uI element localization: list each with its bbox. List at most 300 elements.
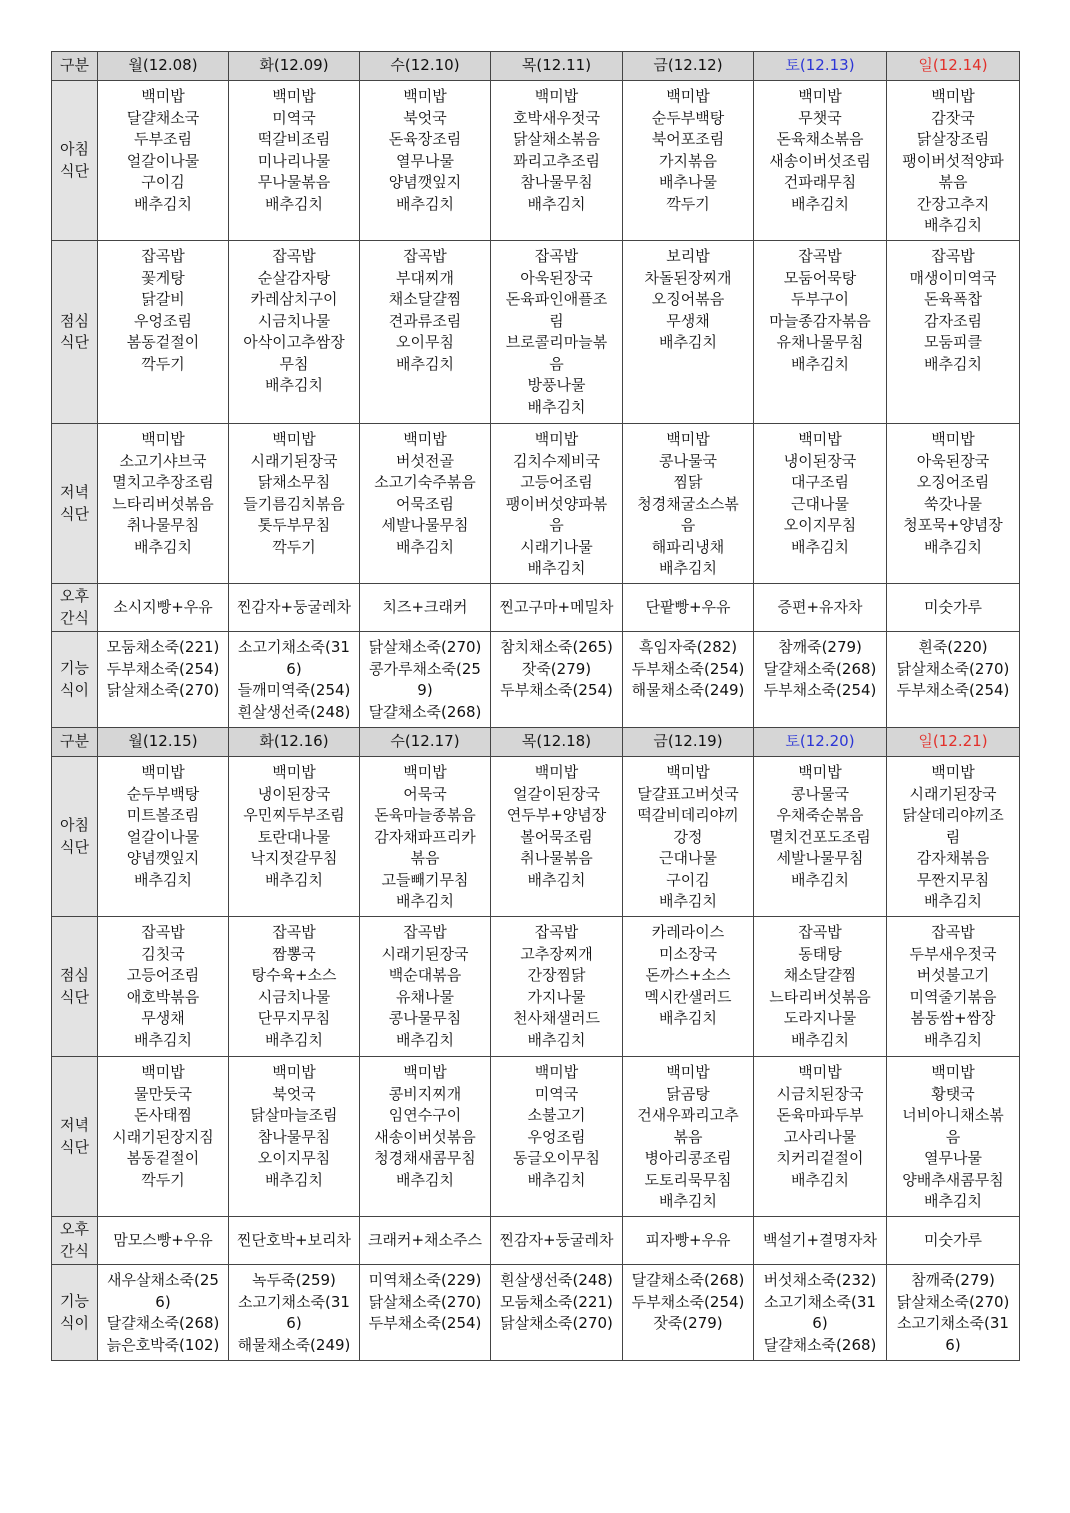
menu-item: 참나물무침 xyxy=(257,1127,331,1146)
menu-item: 치즈+크래커 xyxy=(382,597,468,616)
menu-item: 청경채새콤무침 xyxy=(374,1149,476,1167)
menu-item: 들깨미역죽(254) xyxy=(237,681,351,699)
menu-cell xyxy=(229,584,360,632)
menu-item: 북어포조림 xyxy=(651,130,725,148)
menu-item: 고들빼기무침 xyxy=(381,870,469,889)
menu-item: 백미밥 xyxy=(666,763,710,781)
menu-cell xyxy=(229,1057,360,1217)
menu-item: 해물채소죽(249) xyxy=(237,1335,351,1354)
row-label xyxy=(52,917,98,1057)
row-label-line: 저녁 xyxy=(60,1116,89,1134)
menu-item: 잣죽(279) xyxy=(521,659,592,678)
menu-item: 백미밥 xyxy=(666,1063,710,1081)
menu-item: 취나물무침 xyxy=(126,516,200,534)
menu-item: 백미밥 xyxy=(666,430,710,448)
menu-item: 돈까스+소스 xyxy=(645,966,731,984)
row-label xyxy=(52,424,98,584)
menu-item: 6) xyxy=(945,1335,961,1354)
menu-item: 두부채소죽(254) xyxy=(631,1292,745,1311)
menu-item: 배추김치 xyxy=(659,559,717,577)
menu-cell xyxy=(229,424,360,584)
menu-cell xyxy=(491,1057,623,1217)
menu-item: 느타리버섯볶음 xyxy=(769,987,871,1006)
menu-cell xyxy=(887,917,1020,1057)
meal-row xyxy=(52,81,1020,241)
row-label-line: 식단 xyxy=(60,837,89,856)
menu-item: 열무나물 xyxy=(924,1149,982,1167)
menu-item: 닭살채소죽(270) xyxy=(368,1292,482,1311)
menu-item: 달걀채소죽(268) xyxy=(763,1335,877,1354)
menu-item: 백미밥 xyxy=(931,1063,975,1081)
menu-item: 두부채소죽(254) xyxy=(631,659,745,678)
menu-item: 미역채소죽(229) xyxy=(368,1271,482,1289)
menu-cell xyxy=(98,632,229,728)
menu-item: 방풍나물 xyxy=(527,376,586,394)
menu-item: 백미밥 xyxy=(798,763,842,781)
row-label-line: 오후 xyxy=(60,587,89,605)
menu-item: 닭살채소죽(270) xyxy=(896,1292,1010,1311)
menu-item: 배추김치 xyxy=(265,376,323,394)
menu-item: 시금치된장국 xyxy=(776,1084,864,1103)
menu-item: 소고기숙주볶음 xyxy=(374,473,476,491)
row-label xyxy=(52,632,98,728)
menu-item: 시래기된장국 xyxy=(250,451,338,470)
day-header: 화(12.09) xyxy=(229,52,360,81)
menu-item: 소시지빵+우유 xyxy=(113,597,213,616)
menu-item: 두부채소죽(254) xyxy=(896,681,1010,699)
row-label xyxy=(52,584,98,632)
menu-item: 시금치나물 xyxy=(257,311,331,330)
menu-cell xyxy=(360,757,491,917)
menu-item: 참깨죽(279) xyxy=(778,638,862,656)
menu-item: 냉이된장국 xyxy=(783,451,857,470)
menu-item: 양념깻잎지 xyxy=(126,849,200,867)
menu-item: 떡갈비데리야끼 xyxy=(637,806,739,824)
menu-cell xyxy=(754,757,887,917)
menu-item: 매생이미역국 xyxy=(909,268,997,287)
menu-item: 가지나물 xyxy=(527,987,586,1006)
menu-item: 멕시칸샐러드 xyxy=(644,987,732,1006)
menu-item: 콩가루채소죽(25 xyxy=(369,659,481,678)
menu-item: 모둠채소죽(221) xyxy=(106,638,220,656)
menu-item: 음 xyxy=(945,1127,961,1146)
day-header: 월(12.15) xyxy=(98,728,229,757)
menu-item: 우민찌두부조림 xyxy=(243,806,345,824)
menu-item: 잡곡밥 xyxy=(798,247,842,265)
menu-item: 고추장찌개 xyxy=(520,944,593,963)
menu-item: 백미밥 xyxy=(403,763,447,781)
menu-cell xyxy=(754,1217,887,1265)
menu-item: 배추김치 xyxy=(265,194,323,213)
menu-cell xyxy=(887,632,1020,728)
menu-item: 배추김치 xyxy=(527,194,586,213)
menu-item: 닭살채소볶음 xyxy=(513,130,600,148)
row-label xyxy=(52,241,98,424)
day-header: 금(12.19) xyxy=(623,728,754,757)
menu-cell xyxy=(98,424,229,584)
row-label xyxy=(52,757,98,917)
menu-item: 건새우꽈리고추 xyxy=(637,1106,739,1124)
day-header: 월(12.08) xyxy=(98,52,229,81)
menu-item: 백미밥 xyxy=(798,1063,842,1081)
menu-item: 소불고기 xyxy=(527,1106,586,1124)
menu-item: 잡곡밥 xyxy=(272,247,316,265)
menu-item: 봄동겉절이 xyxy=(126,333,200,351)
row-label-line: 점심 xyxy=(60,311,89,330)
menu-item: 콩나물국 xyxy=(791,784,849,803)
menu-item: 새우살채소죽(25 xyxy=(107,1271,219,1289)
menu-item: 배추김치 xyxy=(791,354,849,373)
menu-cell xyxy=(360,917,491,1057)
menu-cell xyxy=(491,241,623,424)
menu-cell xyxy=(229,241,360,424)
menu-item: 애호박볶음 xyxy=(126,987,200,1006)
menu-cell xyxy=(98,81,229,241)
menu-cell xyxy=(229,917,360,1057)
menu-item: 콩비지찌개 xyxy=(388,1084,462,1103)
menu-item: 꽃게탕 xyxy=(141,268,185,287)
menu-cell xyxy=(360,1217,491,1265)
menu-item: 오이지무침 xyxy=(783,516,857,534)
menu-item: 호박새우젓국 xyxy=(513,108,600,127)
menu-item: 잡곡밥 xyxy=(141,247,185,265)
menu-item: 배추김치 xyxy=(791,870,849,889)
menu-item: 건파래무침 xyxy=(783,173,857,191)
menu-item: 미숫가루 xyxy=(924,597,982,616)
menu-item: 깍두기 xyxy=(141,1170,185,1189)
menu-item: 두부채소죽(254) xyxy=(763,681,877,699)
row-label-line: 식단 xyxy=(60,161,89,180)
menu-item: 소고기채소죽(31 xyxy=(897,1314,1009,1332)
menu-cell xyxy=(623,1057,754,1217)
menu-item: 배추김치 xyxy=(396,194,454,213)
menu-item: 견과류조림 xyxy=(388,311,462,330)
menu-item: 시래기된장지짐 xyxy=(112,1127,214,1146)
menu-cell xyxy=(98,1265,229,1361)
menu-item: 백미밥 xyxy=(534,1063,579,1081)
menu-item: 맘모스빵+우유 xyxy=(113,1230,213,1249)
snack-row xyxy=(52,584,1020,632)
menu-item: 치커리겉절이 xyxy=(776,1149,864,1167)
menu-item: 백미밥 xyxy=(272,87,316,105)
menu-item: 백미밥 xyxy=(798,87,842,105)
menu-item: 돈사태찜 xyxy=(134,1106,192,1124)
menu-item: 흰살생선죽(248) xyxy=(237,702,351,721)
menu-item: 흰죽(220) xyxy=(918,638,988,656)
menu-item: 오이지무침 xyxy=(257,1149,331,1167)
menu-item: 백미밥 xyxy=(666,87,710,105)
menu-item: 닭채소무침 xyxy=(257,473,331,491)
menu-item: 늙은호박죽(102) xyxy=(106,1335,220,1354)
menu-item: 닭살채소죽(270) xyxy=(368,638,482,656)
row-label-line: 식단 xyxy=(60,1137,89,1156)
menu-item: 백미밥 xyxy=(403,430,447,448)
menu-item: 잡곡밥 xyxy=(403,247,447,265)
menu-item: 유채나물 xyxy=(396,987,454,1006)
menu-item: 오이무침 xyxy=(396,333,454,351)
meal-row xyxy=(52,1265,1020,1361)
menu-item: 팽이버섯양파볶 xyxy=(505,494,608,513)
menu-item: 닭갈비 xyxy=(141,290,185,308)
menu-item: 림 xyxy=(549,311,564,330)
menu-item: 백미밥 xyxy=(931,87,975,105)
menu-item: 깍두기 xyxy=(272,537,316,556)
menu-item: 닭살데리야끼조 xyxy=(902,806,1004,824)
menu-item: 배추김치 xyxy=(791,1030,849,1049)
menu-item: 취나물볶음 xyxy=(520,849,593,867)
menu-item: 보리밥 xyxy=(666,247,710,265)
menu-item: 백설기+결명자차 xyxy=(763,1230,877,1249)
menu-cell xyxy=(623,917,754,1057)
menu-item: 흑임자죽(282) xyxy=(638,638,738,656)
menu-item: 마늘종감자볶음 xyxy=(769,311,871,330)
menu-cell xyxy=(754,1057,887,1217)
day-header: 일(12.21) xyxy=(887,728,1020,757)
menu-item: 세발나물무침 xyxy=(381,516,469,534)
menu-item: 백미밥 xyxy=(931,430,975,448)
row-label-line: 식이 xyxy=(60,680,89,699)
corner-label: 구분 xyxy=(52,52,98,81)
menu-item: 배추나물 xyxy=(659,173,717,191)
menu-cell xyxy=(623,1265,754,1361)
menu-item: 미역국 xyxy=(272,108,316,127)
menu-item: 근대나물 xyxy=(791,494,849,513)
menu-item: 돈육마파두부 xyxy=(776,1106,864,1124)
menu-item: 닭살채소죽(270) xyxy=(896,659,1010,678)
menu-item: 배추김치 xyxy=(791,194,849,213)
menu-item: 순두부백탕 xyxy=(126,784,200,803)
menu-item: 연두부+양념장 xyxy=(506,806,607,824)
row-label-line: 아침 xyxy=(60,816,89,834)
menu-item: 해물채소죽(249) xyxy=(631,681,745,699)
row-label-line: 기능 xyxy=(60,659,89,677)
menu-item: 꽈리고추조림 xyxy=(513,151,600,170)
row-label-line: 아침 xyxy=(60,140,89,158)
menu-cell xyxy=(98,757,229,917)
menu-cell xyxy=(491,757,623,917)
menu-item: 들기름김치볶음 xyxy=(243,494,345,513)
menu-item: 콩나물무침 xyxy=(388,1009,462,1027)
menu-item: 달걀채소죽(268) xyxy=(106,1314,220,1332)
menu-item: 시래기된장국 xyxy=(381,944,469,963)
menu-item: 백미밥 xyxy=(141,763,185,781)
menu-item: 백미밥 xyxy=(931,763,975,781)
menu-item: 볶음 xyxy=(410,849,440,867)
menu-cell xyxy=(754,632,887,728)
menu-item: 참치채소죽(265) xyxy=(500,638,613,656)
menu-item: 어묵국 xyxy=(403,784,447,803)
menu-cell xyxy=(491,1217,623,1265)
menu-cell xyxy=(887,1217,1020,1265)
menu-item: 얼갈이나물 xyxy=(126,151,200,170)
menu-item: 해파리냉채 xyxy=(651,537,725,556)
row-label-line: 간식 xyxy=(60,1241,89,1260)
corner-label: 구분 xyxy=(52,728,98,757)
menu-item: 닭살채소죽(270) xyxy=(500,1314,613,1332)
menu-item: 카레라이스 xyxy=(651,923,725,941)
menu-item: 미역국 xyxy=(534,1084,579,1103)
menu-item: 소고기채소죽(31 xyxy=(238,638,350,656)
menu-item: 팽이버섯적양파 xyxy=(902,151,1004,170)
menu-item: 얼갈이나물 xyxy=(126,827,200,846)
menu-item: 순두부백탕 xyxy=(651,108,725,127)
day-header: 목(12.18) xyxy=(491,728,623,757)
menu-item: 6) xyxy=(812,1314,828,1332)
menu-item: 음 xyxy=(549,354,564,373)
menu-item: 근대나물 xyxy=(659,849,717,867)
menu-cell xyxy=(887,584,1020,632)
menu-item: 구이김 xyxy=(666,870,710,889)
row-label-line: 기능 xyxy=(60,1292,89,1310)
menu-item: 백미밥 xyxy=(272,763,316,781)
menu-item: 흰살생선죽(248) xyxy=(500,1271,613,1289)
menu-item: 콩나물국 xyxy=(659,451,717,470)
menu-item: 동태탕 xyxy=(798,944,842,963)
menu-item: 아욱된장국 xyxy=(520,268,593,287)
row-label-line: 점심 xyxy=(60,966,89,984)
menu-item: 배추김치 xyxy=(527,870,586,889)
menu-item: 고사리나물 xyxy=(783,1127,857,1146)
menu-item: 무생채 xyxy=(141,1009,185,1027)
menu-cell xyxy=(887,1265,1020,1361)
menu-item: 배추김치 xyxy=(659,892,717,910)
menu-item: 배추김치 xyxy=(134,1030,192,1049)
menu-cell xyxy=(887,424,1020,584)
menu-item: 감자채볶음 xyxy=(916,849,990,867)
menu-item: 배추김치 xyxy=(396,354,454,373)
menu-cell xyxy=(360,584,491,632)
menu-item: 돈육폭찹 xyxy=(924,290,982,308)
menu-item: 시래기나물 xyxy=(520,537,593,556)
menu-item: 부대찌개 xyxy=(396,268,454,287)
menu-item: 소고기채소죽(31 xyxy=(238,1292,350,1311)
menu-item: 돈육파인애플조 xyxy=(505,290,608,308)
menu-item: 피자빵+우유 xyxy=(645,1230,731,1249)
meal-row xyxy=(52,241,1020,424)
menu-item: 백미밥 xyxy=(272,1063,316,1081)
menu-item: 짬뽕국 xyxy=(272,944,316,963)
row-label xyxy=(52,1217,98,1265)
menu-item: 음 xyxy=(680,516,696,534)
menu-item: 구이김 xyxy=(141,173,185,191)
menu-item: 배추김치 xyxy=(659,1009,717,1027)
menu-item: 찜닭 xyxy=(673,473,703,491)
menu-item: 양념깻잎지 xyxy=(388,173,462,191)
menu-item: 음 xyxy=(549,516,564,534)
menu-item: 북엇국 xyxy=(403,108,447,127)
day-header: 토(12.20) xyxy=(754,728,887,757)
menu-cell xyxy=(98,241,229,424)
menu-item: 톳두부무침 xyxy=(257,516,331,534)
menu-cell xyxy=(491,632,623,728)
day-header: 금(12.12) xyxy=(623,52,754,81)
menu-cell xyxy=(229,757,360,917)
menu-item: 아욱된장국 xyxy=(916,451,990,470)
menu-item: 닭곰탕 xyxy=(666,1084,710,1103)
meal-row xyxy=(52,424,1020,584)
menu-item: 배추김치 xyxy=(924,354,982,373)
menu-item: 배추김치 xyxy=(265,1030,323,1049)
menu-cell xyxy=(623,424,754,584)
menu-item: 6) xyxy=(286,659,302,678)
menu-item: 청경채굴소스볶 xyxy=(637,494,739,513)
menu-item: 달걀채소죽(268) xyxy=(763,659,877,678)
row-label-line: 식단 xyxy=(60,987,89,1006)
menu-item: 카레삼치구이 xyxy=(250,290,338,308)
menu-item: 참깨죽(279) xyxy=(911,1271,995,1289)
menu-item: 찐감자+둥굴레차 xyxy=(237,597,351,616)
menu-item: 버섯채소죽(232) xyxy=(763,1271,877,1289)
menu-item: 백미밥 xyxy=(534,430,579,448)
menu-item: 잡곡밥 xyxy=(141,923,185,941)
menu-item: 멸치고추장조림 xyxy=(112,473,214,491)
menu-item: 봄동쌈+쌈장 xyxy=(910,1009,996,1027)
menu-item: 가지볶음 xyxy=(659,151,717,170)
menu-item: 돈육마늘종볶음 xyxy=(374,806,476,824)
meal-row xyxy=(52,757,1020,917)
menu-item: 모둠피클 xyxy=(924,333,982,351)
menu-cell xyxy=(229,81,360,241)
menu-item: 백미밥 xyxy=(403,87,447,105)
menu-item: 무나물볶음 xyxy=(257,173,331,191)
menu-cell xyxy=(623,584,754,632)
header-row xyxy=(52,728,1020,757)
day-header: 토(12.13) xyxy=(754,52,887,81)
menu-item: 잡곡밥 xyxy=(534,923,579,941)
menu-cell xyxy=(623,632,754,728)
menu-item: 볶음 xyxy=(938,173,968,191)
day-header: 화(12.16) xyxy=(229,728,360,757)
menu-item: 단무지무침 xyxy=(257,1009,331,1027)
menu-item: 크래커+채소주스 xyxy=(368,1230,482,1249)
menu-item: 멸치건포도조림 xyxy=(769,827,871,846)
day-header: 목(12.11) xyxy=(491,52,623,81)
menu-item: 찐감자+둥굴레차 xyxy=(499,1230,614,1249)
menu-item: 증편+유자차 xyxy=(777,597,863,616)
menu-item: 찐고구마+메밀차 xyxy=(499,597,614,616)
menu-item: 두부새우젓국 xyxy=(909,944,997,963)
menu-item: 두부구이 xyxy=(791,290,849,308)
menu-cell xyxy=(491,584,623,632)
menu-item: 배추김치 xyxy=(924,537,982,556)
menu-cell xyxy=(98,1217,229,1265)
menu-item: 대구조림 xyxy=(791,473,849,491)
row-label xyxy=(52,1057,98,1217)
menu-item: 감잣국 xyxy=(931,108,975,127)
menu-item: 미소장국 xyxy=(659,944,717,963)
menu-cell xyxy=(491,1265,623,1361)
menu-item: 시래기된장국 xyxy=(909,784,997,803)
menu-item: 열무나물 xyxy=(396,151,454,170)
menu-item: 배추김치 xyxy=(265,1170,323,1189)
menu-item: 김치수제비국 xyxy=(513,451,600,470)
menu-item: 소고기샤브국 xyxy=(119,451,207,470)
menu-cell xyxy=(360,1057,491,1217)
menu-item: 간장찜닭 xyxy=(527,966,586,984)
menu-item: 볼어묵조림 xyxy=(520,827,593,846)
day-header: 수(12.17) xyxy=(360,728,491,757)
menu-cell xyxy=(229,1265,360,1361)
menu-item: 잡곡밥 xyxy=(403,923,447,941)
menu-item: 백미밥 xyxy=(534,763,579,781)
menu-item: 미숫가루 xyxy=(924,1230,982,1249)
menu-item: 무짠지무침 xyxy=(916,870,990,889)
menu-item: 천사채샐러드 xyxy=(513,1009,600,1027)
menu-item: 간장고추지 xyxy=(916,194,990,213)
menu-cell xyxy=(360,632,491,728)
menu-cell xyxy=(491,81,623,241)
menu-item: 배추김치 xyxy=(659,333,717,351)
